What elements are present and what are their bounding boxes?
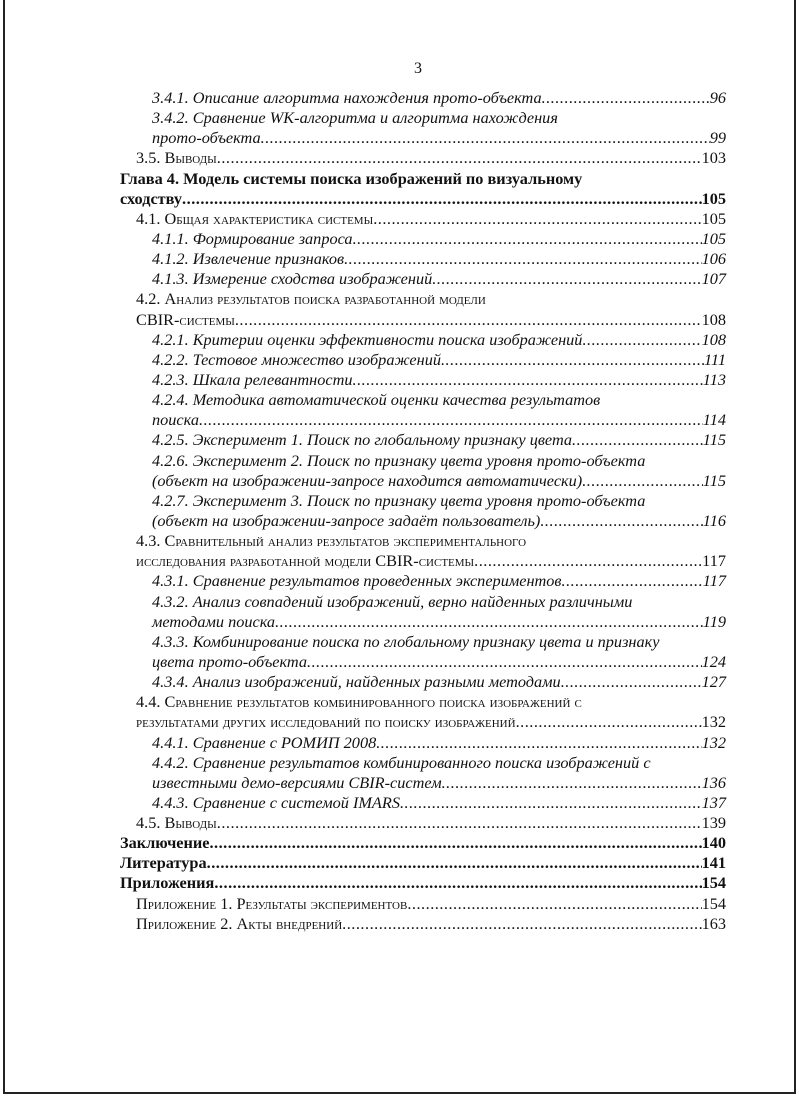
toc-entry[interactable] bbox=[120, 289, 726, 329]
leader-dots bbox=[275, 612, 703, 632]
toc-entry-page: 108 bbox=[701, 309, 726, 329]
leader-dots bbox=[376, 733, 701, 753]
toc-entry-page: 106 bbox=[701, 249, 726, 269]
leader-dots bbox=[214, 873, 701, 893]
toc-entry[interactable] bbox=[120, 672, 726, 692]
toc-entry[interactable] bbox=[120, 894, 726, 914]
toc-entry-page: 132 bbox=[701, 712, 726, 732]
toc-entry-page: 119 bbox=[702, 611, 726, 631]
leader-dots bbox=[261, 128, 710, 148]
toc-entry-page: 141 bbox=[701, 853, 726, 873]
toc-entry-title: 4.3.2. Анализ совпадений изображений, верно найденных различными bbox=[152, 591, 633, 611]
toc-entry[interactable] bbox=[120, 451, 726, 491]
toc-entry-title: 4.1.1. Формирование запроса bbox=[152, 228, 353, 248]
toc-entry[interactable] bbox=[120, 330, 726, 350]
toc-entry-page: 132 bbox=[701, 732, 726, 752]
toc-entry-title: (объект на изображении-запросе находится автоматически) bbox=[152, 470, 583, 490]
toc-entry-page: 115 bbox=[702, 430, 726, 450]
toc-entry[interactable] bbox=[120, 873, 726, 893]
toc-entry-title: сходству bbox=[120, 188, 183, 208]
leader-dots bbox=[235, 310, 702, 330]
toc-entry[interactable] bbox=[120, 88, 726, 108]
toc-entry-page: 107 bbox=[701, 269, 726, 289]
table-of-contents bbox=[120, 88, 726, 934]
toc-entry-page: 96 bbox=[709, 88, 726, 107]
toc-entry-title: 4.3.3. Комбинирование поиска по глобальному признаку цвета и признаку bbox=[152, 631, 660, 651]
toc-entry-page: 105 bbox=[701, 188, 726, 208]
toc-entry[interactable] bbox=[120, 350, 726, 370]
toc-entry[interactable] bbox=[120, 108, 726, 148]
leader-dots bbox=[516, 712, 702, 732]
toc-entry-page: 154 bbox=[701, 873, 726, 893]
leader-dots bbox=[344, 249, 701, 269]
toc-entry-title: 3.4.2. Сравнение WK-алгоритма и алгоритма нахождения bbox=[152, 108, 558, 128]
toc-entry-title: 4.3.4. Анализ изображений, найденных разными методами bbox=[152, 672, 561, 692]
toc-entry-title: Приложение 2. Акты внедрений bbox=[136, 913, 343, 933]
toc-entry[interactable] bbox=[120, 169, 726, 209]
toc-entry-title: 4.1. Общая характеристика системы bbox=[136, 208, 374, 228]
toc-entry-title: 4.2.2. Тестовое множество изображений bbox=[152, 349, 441, 369]
leader-dots bbox=[474, 551, 702, 571]
leader-dots bbox=[582, 330, 701, 350]
leader-dots bbox=[353, 229, 702, 249]
toc-entry-title: (объект на изображении-запросе задаёт пользователь) bbox=[152, 510, 541, 530]
toc-entry[interactable] bbox=[120, 753, 726, 793]
toc-entry[interactable] bbox=[120, 209, 726, 229]
toc-entry-page: 105 bbox=[701, 208, 726, 228]
leader-dots bbox=[307, 652, 702, 672]
toc-entry-title: 4.2.5. Эксперимент 1. Поиск по глобальному признаку цвета bbox=[152, 430, 573, 450]
toc-entry-page: 136 bbox=[701, 772, 726, 792]
leader-dots bbox=[182, 189, 702, 209]
toc-entry[interactable] bbox=[120, 249, 726, 269]
toc-entry-title: Заключение bbox=[120, 833, 210, 853]
toc-entry-title: 4.1.3. Измерение сходства изображений bbox=[152, 269, 433, 289]
leader-dots bbox=[217, 813, 702, 833]
toc-entry[interactable] bbox=[120, 813, 726, 833]
toc-entry-title: 4.4. Сравнение результатов комбинированного поиска изображений с bbox=[136, 692, 582, 712]
toc-entry-page: 108 bbox=[701, 329, 726, 349]
toc-entry-title: Приложения bbox=[120, 873, 215, 893]
leader-dots bbox=[561, 672, 702, 692]
toc-entry[interactable] bbox=[120, 733, 726, 753]
toc-entry-title: исследования разработанной модели CBIR-системы bbox=[136, 551, 475, 571]
toc-entry-page: 116 bbox=[702, 510, 726, 530]
toc-entry-title: методами поиска bbox=[152, 611, 276, 631]
toc-entry-title: 4.2.3. Шкала релевантности bbox=[152, 369, 353, 389]
toc-entry-title: 4.4.3. Сравнение с системой IMARS bbox=[152, 792, 400, 812]
toc-entry-page: 117 bbox=[702, 571, 726, 591]
toc-entry-title: поиска bbox=[152, 410, 199, 430]
leader-dots bbox=[407, 894, 701, 914]
toc-entry[interactable] bbox=[120, 833, 726, 853]
toc-entry-title: CBIR-системы bbox=[136, 309, 235, 329]
toc-entry-title: Литература bbox=[120, 853, 207, 873]
toc-entry-title: Приложение 1. Результаты экспериментов bbox=[136, 893, 408, 913]
toc-entry-page: 115 bbox=[702, 470, 726, 490]
toc-entry-title: Глава 4. Модель системы поиска изображений по визуальному bbox=[120, 168, 583, 188]
toc-entry[interactable] bbox=[120, 793, 726, 813]
leader-dots bbox=[441, 350, 704, 370]
toc-entry-title: прото-объекта bbox=[152, 128, 261, 148]
toc-entry-page: 124 bbox=[701, 651, 726, 671]
leader-dots bbox=[582, 471, 703, 491]
toc-entry-title: 4.2.7. Эксперимент 3. Поиск по признаку цвета уровня прото-объекта bbox=[152, 490, 646, 510]
toc-entry[interactable] bbox=[120, 592, 726, 632]
toc-entry-page: 103 bbox=[701, 148, 726, 168]
toc-entry[interactable] bbox=[120, 430, 726, 450]
toc-entry-title: 4.4.2. Сравнение результатов комбинированного поиска изображений с bbox=[152, 752, 651, 772]
toc-entry[interactable] bbox=[120, 914, 726, 934]
leader-dots bbox=[442, 773, 702, 793]
toc-entry[interactable] bbox=[120, 692, 726, 732]
toc-entry-title: 4.3.1. Сравнение результатов проведенных экспериментов bbox=[152, 571, 562, 591]
toc-entry-title: 3.4.1. Описание алгоритма нахождения прото-объекта bbox=[152, 88, 542, 107]
toc-entry-page: 99 bbox=[709, 128, 726, 148]
toc-entry-title: 4.2.1. Критерии оценки эффективности поиска изображений bbox=[152, 329, 583, 349]
toc-entry[interactable] bbox=[120, 491, 726, 531]
toc-entry-page: 111 bbox=[703, 349, 726, 369]
toc-entry[interactable] bbox=[120, 229, 726, 249]
toc-entry-page: 105 bbox=[701, 228, 726, 248]
leader-dots bbox=[542, 88, 710, 108]
toc-entry-page: 117 bbox=[702, 551, 726, 571]
leader-dots bbox=[207, 853, 702, 873]
toc-entry-title: 4.1.2. Извлечение признаков bbox=[152, 249, 345, 269]
toc-entry-title: 4.2.6. Эксперимент 2. Поиск по признаку цвета уровня прото-объекта bbox=[152, 450, 646, 470]
leader-dots bbox=[562, 571, 703, 591]
toc-entry[interactable] bbox=[120, 531, 726, 571]
toc-entry[interactable] bbox=[120, 269, 726, 289]
toc-entry[interactable] bbox=[120, 853, 726, 873]
toc-entry[interactable] bbox=[120, 148, 726, 168]
toc-entry-page: 163 bbox=[701, 913, 726, 933]
toc-entry-page: 139 bbox=[701, 813, 726, 833]
leader-dots bbox=[353, 370, 703, 390]
toc-entry-page: 137 bbox=[701, 792, 726, 812]
toc-entry-page: 113 bbox=[702, 369, 726, 389]
toc-entry-title: 4.3. Сравнительный анализ результатов экспериментального bbox=[136, 531, 527, 551]
page-border-right bbox=[794, 0, 796, 1094]
leader-dots bbox=[217, 148, 702, 168]
toc-entry-page: 154 bbox=[701, 893, 726, 913]
leader-dots bbox=[342, 914, 701, 934]
toc-entry-title: 4.5. Выводы bbox=[136, 813, 217, 833]
toc-entry-title: 4.2. Анализ результатов поиска разработанной модели bbox=[136, 289, 486, 309]
leader-dots bbox=[540, 511, 702, 531]
leader-dots bbox=[400, 793, 702, 813]
toc-entry-page: 114 bbox=[702, 410, 726, 430]
page-border-bottom bbox=[3, 1092, 796, 1094]
toc-entry[interactable] bbox=[120, 571, 726, 591]
leader-dots bbox=[432, 269, 701, 289]
leader-dots bbox=[199, 410, 703, 430]
leader-dots bbox=[572, 430, 703, 450]
toc-entry-page: 127 bbox=[701, 672, 726, 692]
toc-entry[interactable] bbox=[120, 390, 726, 430]
toc-entry-title: 3.5. Выводы bbox=[136, 148, 217, 168]
toc-entry-title: 4.4.1. Сравнение с РОМИП 2008 bbox=[152, 732, 377, 752]
page-border-left bbox=[3, 0, 5, 1094]
page-number: 3 bbox=[414, 60, 422, 77]
toc-entry[interactable] bbox=[120, 370, 726, 390]
leader-dots bbox=[373, 209, 701, 229]
toc-entry-title: цвета прото-объекта bbox=[152, 651, 308, 671]
toc-entry-title: известными демо-версиями CBIR-систем bbox=[152, 772, 442, 792]
leader-dots bbox=[209, 833, 701, 853]
toc-entry-title: результатами других исследований по поиску изображений bbox=[136, 712, 516, 732]
toc-entry-page: 140 bbox=[701, 833, 726, 853]
toc-entry[interactable] bbox=[120, 632, 726, 672]
toc-entry-title: 4.2.4. Методика автоматической оценки качества результатов bbox=[152, 390, 601, 410]
